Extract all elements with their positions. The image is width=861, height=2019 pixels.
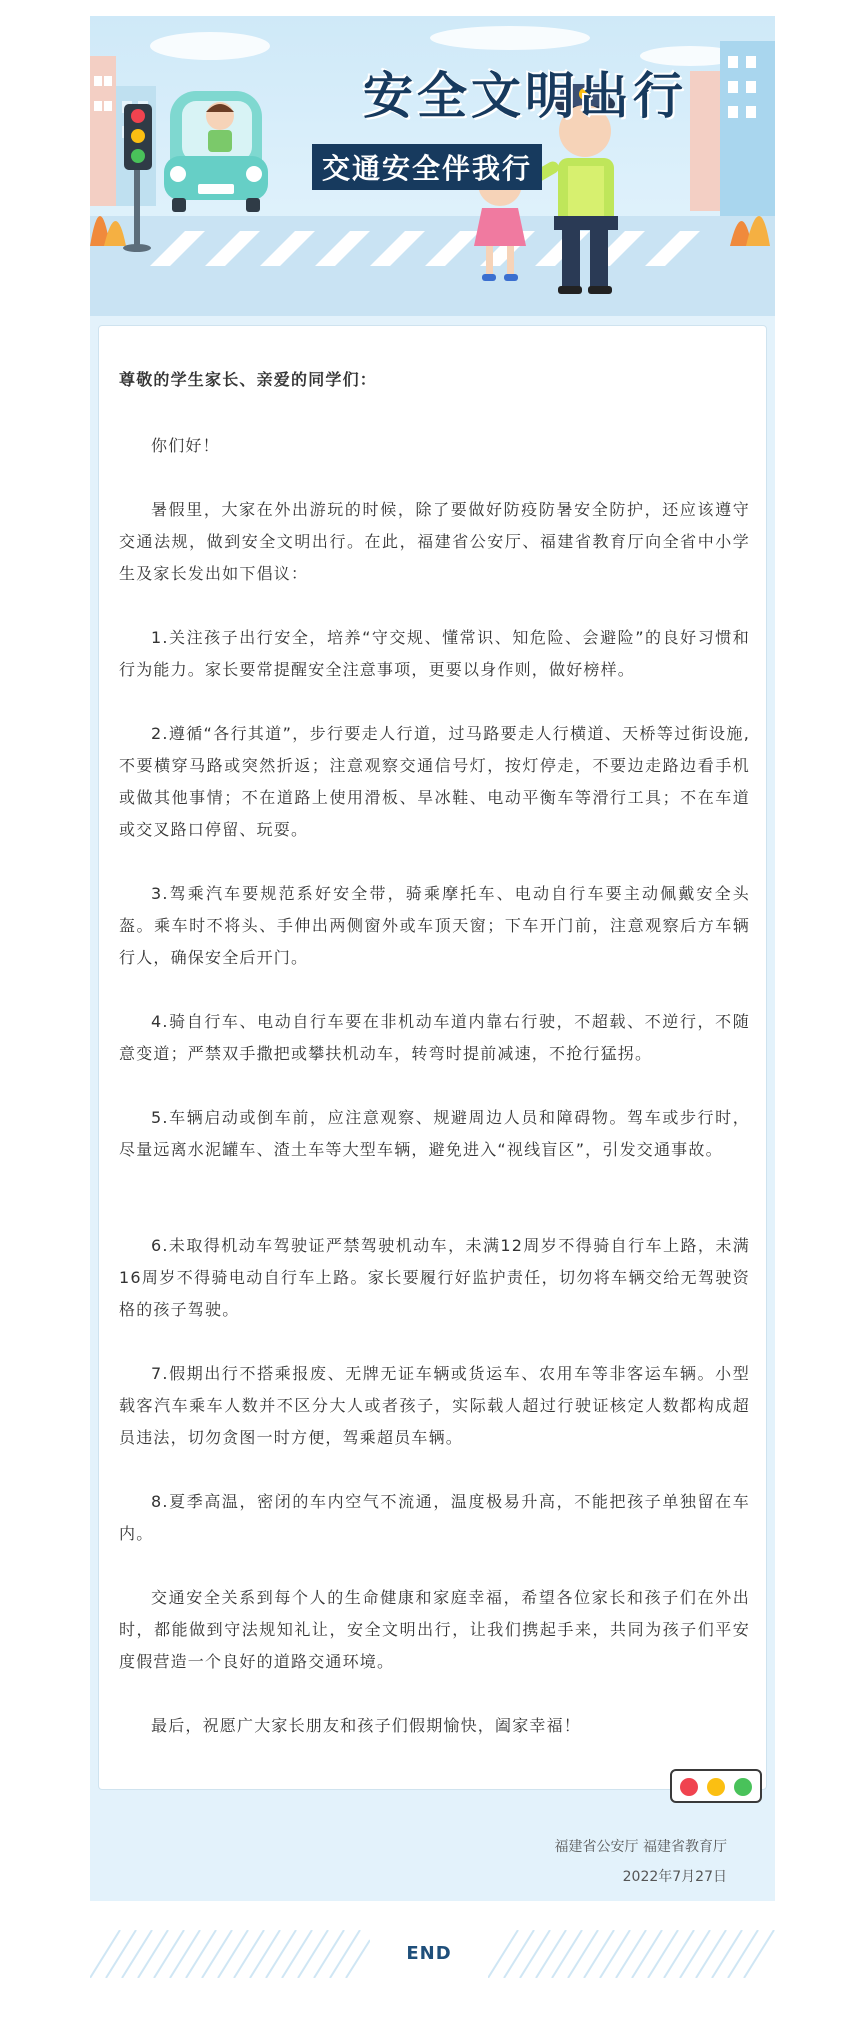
banner-title: 安全文明出行 (363, 67, 687, 125)
letter-paragraph: 你们好！ (151, 436, 220, 455)
car-illustration (164, 91, 268, 212)
banner-subtitle: 交通安全伴我行 (312, 144, 542, 190)
letter-greeting: 尊敬的学生家长、亲爱的同学们： (119, 370, 378, 389)
page-frame (90, 16, 775, 1901)
letter-paragraph: 3.驾乘汽车要规范系好安全带，骑乘摩托车、电动自行车要主动佩戴安全头盔。乘车时不将头、手伸出两侧窗外或车顶天窗；下车开门前，注意观察后方车辆行人，确保安全后开门。 (119, 884, 750, 967)
letter-card (98, 325, 767, 1790)
signature-date: 2022年7月27日 (622, 1869, 727, 1885)
green-light-icon (734, 1778, 752, 1796)
letter-paragraph: 1.关注孩子出行安全，培养“守交规、懂常识、知危险、会避险”的良好习惯和行为能力。家长要常提醒安全注意事项，更要以身作则，做好榜样。 (119, 628, 750, 679)
end-divider-right (488, 1930, 775, 1978)
letter-paragraph: 最后，祝愿广大家长朋友和孩子们假期愉快，阖家幸福！ (151, 1716, 582, 1735)
end-divider-left (90, 1930, 370, 1978)
red-light-icon (680, 1778, 698, 1796)
signature-organizations: 福建省公安厅 福建省教育厅 (554, 1839, 727, 1855)
letter-paragraph: 暑假里，大家在外出游玩的时候，除了要做好防疫防暑安全防护，还应该遵守交通法规，做到安全文明出行。在此，福建省公安厅、福建省教育厅向全省中小学生及家长发出如下倡议： (119, 500, 750, 583)
letter-paragraph: 2.遵循“各行其道”，步行要走人行道，过马路要走人行横道、天桥等过街设施,不要横穿马路或突然折返；注意观察交通信号灯，按灯停走，不要边走路边看手机或做其他事情；不在道路上使用滑板、旱冰鞋、电动平衡车等滑行工具；不在车道或交叉路口停留、玩耍。 (119, 724, 750, 839)
end-label: END (406, 1943, 452, 1964)
letter-paragraph: 7.假期出行不搭乘报废、无牌无证车辆或货运车、农用车等非客运车辆。小型载客汽车乘车人数并不区分大人或者孩子，实际载人超过行驶证核定人数都构成超员违法，切勿贪图一时方便，驾乘超员车辆。 (119, 1364, 750, 1447)
letter-paragraph: 交通安全关系到每个人的生命健康和家庭幸福，希望各位家长和孩子们在外出时，都能做到守法规知礼让，安全文明出行，让我们携起手来，共同为孩子们平安度假营造一个良好的道路交通环境。 (119, 1588, 750, 1671)
letter-paragraph: 5.车辆启动或倒车前，应注意观察、规避周边人员和障碍物。驾车或步行时，尽量远离水泥罐车、渣土车等大型车辆，避免进入“视线盲区”，引发交通事故。 (119, 1108, 750, 1159)
traffic-light-badge (670, 1769, 762, 1803)
letter-paragraph: 4.骑自行车、电动自行车要在非机动车道内靠右行驶，不超载、不逆行，不随意变道；严禁双手撒把或攀扶机动车，转弯时提前减速，不抢行猛拐。 (119, 1012, 750, 1063)
letter-paragraph: 6.未取得机动车驾驶证严禁驾驶机动车，未满12周岁不得骑自行车上路，未满16周岁不得骑电动自行车上路。家长要履行好监护责任，切勿将车辆交给无驾驶资格的孩子驾驶。 (119, 1236, 750, 1319)
letter-paragraph: 8.夏季高温，密闭的车内空气不流通，温度极易升高，不能把孩子单独留在车内。 (119, 1492, 750, 1543)
yellow-light-icon (707, 1778, 725, 1796)
banner (90, 16, 775, 316)
